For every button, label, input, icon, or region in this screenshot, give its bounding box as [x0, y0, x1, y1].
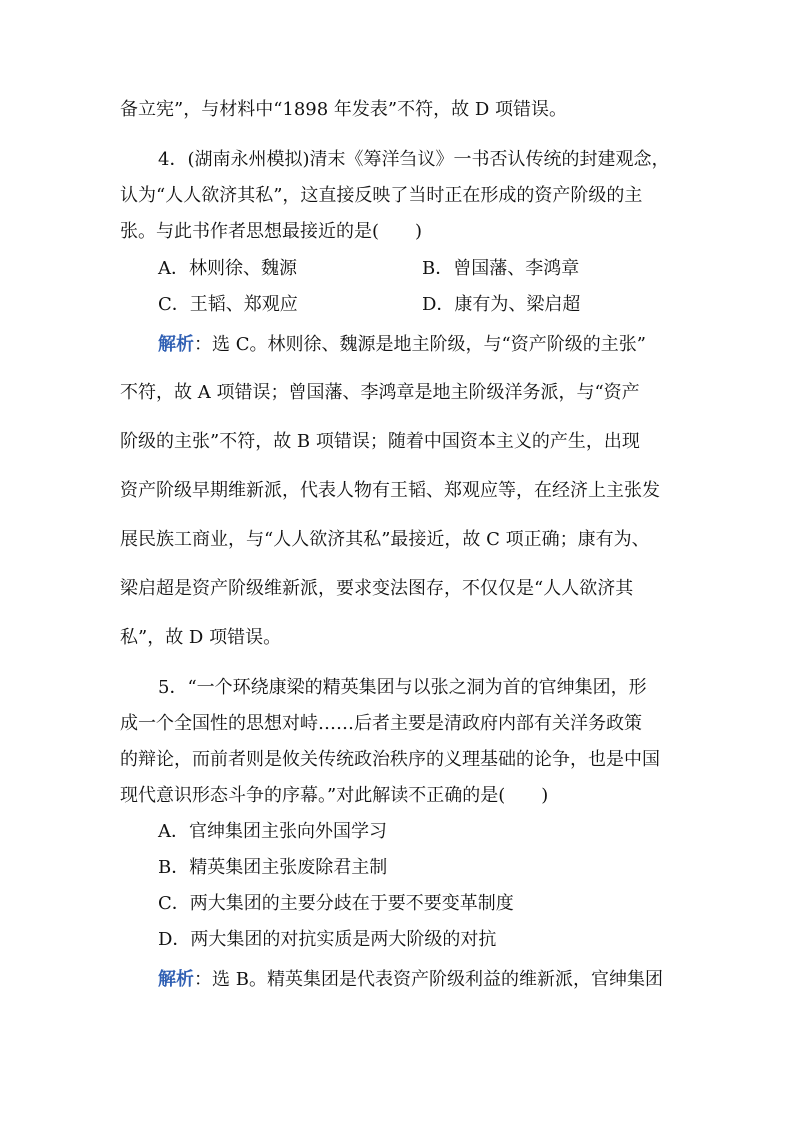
q4-stem-line-3: 张。与此书作者思想最接近的是( )	[120, 221, 423, 242]
q4-analysis-line-5: 展民族工商业，与“人人欲济其私”最接近，故 C 项正确；康有为、	[120, 529, 650, 550]
q5-option-a: A．官绅集团主张向外国学习	[158, 821, 387, 842]
q4-option-d: D．康有为、梁启超	[422, 294, 581, 315]
analysis-label: 解析	[158, 969, 194, 990]
q5-option-b: B．精英集团主张废除君主制	[158, 857, 388, 878]
q4-analysis-line-1	[158, 333, 678, 357]
q4-analysis-line-7: 私”，故 D 项错误。	[120, 627, 282, 648]
q5-option-c: C．两大集团的主要分歧在于要不要变革制度	[158, 893, 514, 914]
q4-analysis-text-1: ：选 C。林则徐、魏源是地主阶级，与“资产阶级的主张”	[194, 334, 646, 355]
q5-analysis-line-1	[158, 968, 678, 992]
q5-stem-line-2: 成一个全国性的思想对峙……后者主要是清政府内部有关洋务政策	[120, 713, 642, 734]
q5-analysis-text-1: ：选 B。精英集团是代表资产阶级利益的维新派，官绅集团	[194, 969, 663, 990]
q4-stem-line-1: 4．(湖南永州模拟)清末《筹洋刍议》一书否认传统的封建观念，	[158, 149, 670, 170]
analysis-label: 解析	[158, 334, 194, 355]
q5-option-d: D．两大集团的对抗实质是两大阶级的对抗	[158, 929, 497, 950]
q4-analysis-line-6: 梁启超是资产阶级维新派，要求变法图存，不仅仅是“人人欲济其	[120, 578, 634, 599]
q5-stem-line-3: 的辩论，而前者则是攸关传统政治秩序的义理基础的论争，也是中国	[120, 749, 660, 770]
q4-analysis-line-3: 阶级的主张”不符，故 B 项错误；随着中国资本主义的产生，出现	[120, 431, 640, 452]
q4-option-b: B．曾国藩、李鸿章	[422, 258, 580, 279]
q4-stem-line-2: 认为“人人欲济其私”，这直接反映了当时正在形成的资产阶级的主	[120, 185, 643, 206]
q4-analysis-line-4: 资产阶级早期维新派，代表人物有王韬、郑观应等，在经济上主张发	[120, 480, 660, 501]
q4-analysis-line-2: 不符，故 A 项错误；曾国藩、李鸿章是地主阶级洋务派，与“资产	[120, 382, 640, 403]
q4-option-a: A．林则徐、魏源	[158, 258, 297, 279]
prev-answer-tail: 备立宪”，与材料中“1898 年发表”不符，故 D 项错误。	[120, 99, 568, 120]
q5-stem-line-4: 现代意识形态斗争的序幕。”对此解读不正确的是( )	[120, 785, 549, 806]
q4-option-c: C．王韬、郑观应	[158, 294, 298, 315]
q5-stem-line-1: 5．“一个环绕康梁的精英集团与以张之洞为首的官绅集团，形	[158, 677, 647, 698]
